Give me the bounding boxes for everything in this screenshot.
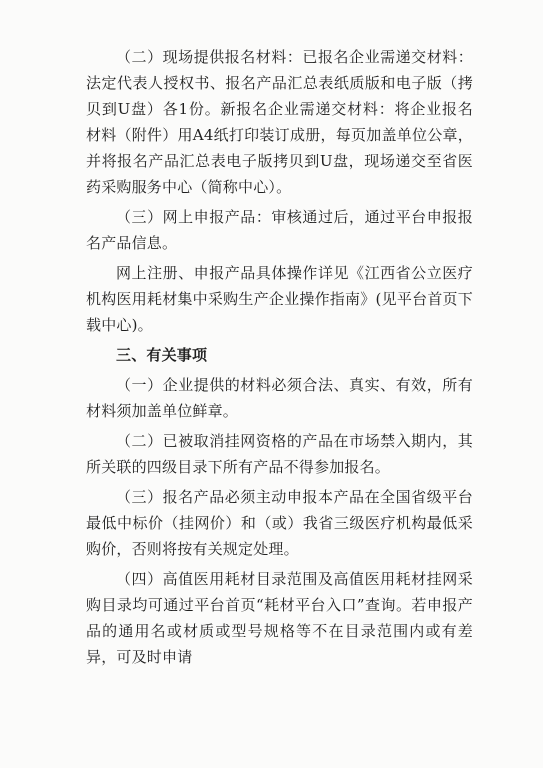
paragraph-market-ban: （二）已被取消挂网资格的产品在市场禁入期内，其所关联的四级目录下所有产品不得参加报名。 <box>86 432 473 476</box>
paragraph-lowest-price: （三）报名产品必须主动申报本产品在全国省级平台最低中标价（挂网价）和（或）我省三级医疗机构最低采购价，否则将按有关规定处理。 <box>86 488 473 558</box>
paragraph-online-product-submission: （三）网上申报产品：审核通过后，通过平台申报报名产品信息。 <box>86 208 473 252</box>
section-heading-related-matters: 三、有关事项 <box>116 346 208 364</box>
paragraph-catalog-query: （四）高值医用耗材目录范围及高值医用耗材挂网采购目录均可通过平台首页“耗材平台入口”查询。若申报产品的通用名或材质或型号规格等不在目录范围内或有差异，可及时申请 <box>86 570 473 666</box>
paragraph-operation-guide: 网上注册、申报产品具体操作详见《江西省公立医疗机构医用耗材集中采购生产企业操作指南》(见平台首页下载中心)。 <box>86 264 473 334</box>
paragraph-materials-legality: （一）企业提供的材料必须合法、真实、有效，所有材料须加盖单位鲜章。 <box>86 376 473 420</box>
paragraph-on-site-materials: （二）现场提供报名材料：已报名企业需递交材料：法定代表人授权书、报名产品汇总表纸质版和电子版（拷贝到U盘）各1份。新报名企业需递交材料：将企业报名材料（附件）用A4纸打印装订成册，每页加盖单位公章，并将报名产品汇总表电子版拷贝到U盘，现场递交至省医药采购服务中心（简称中心）。 <box>86 48 473 196</box>
